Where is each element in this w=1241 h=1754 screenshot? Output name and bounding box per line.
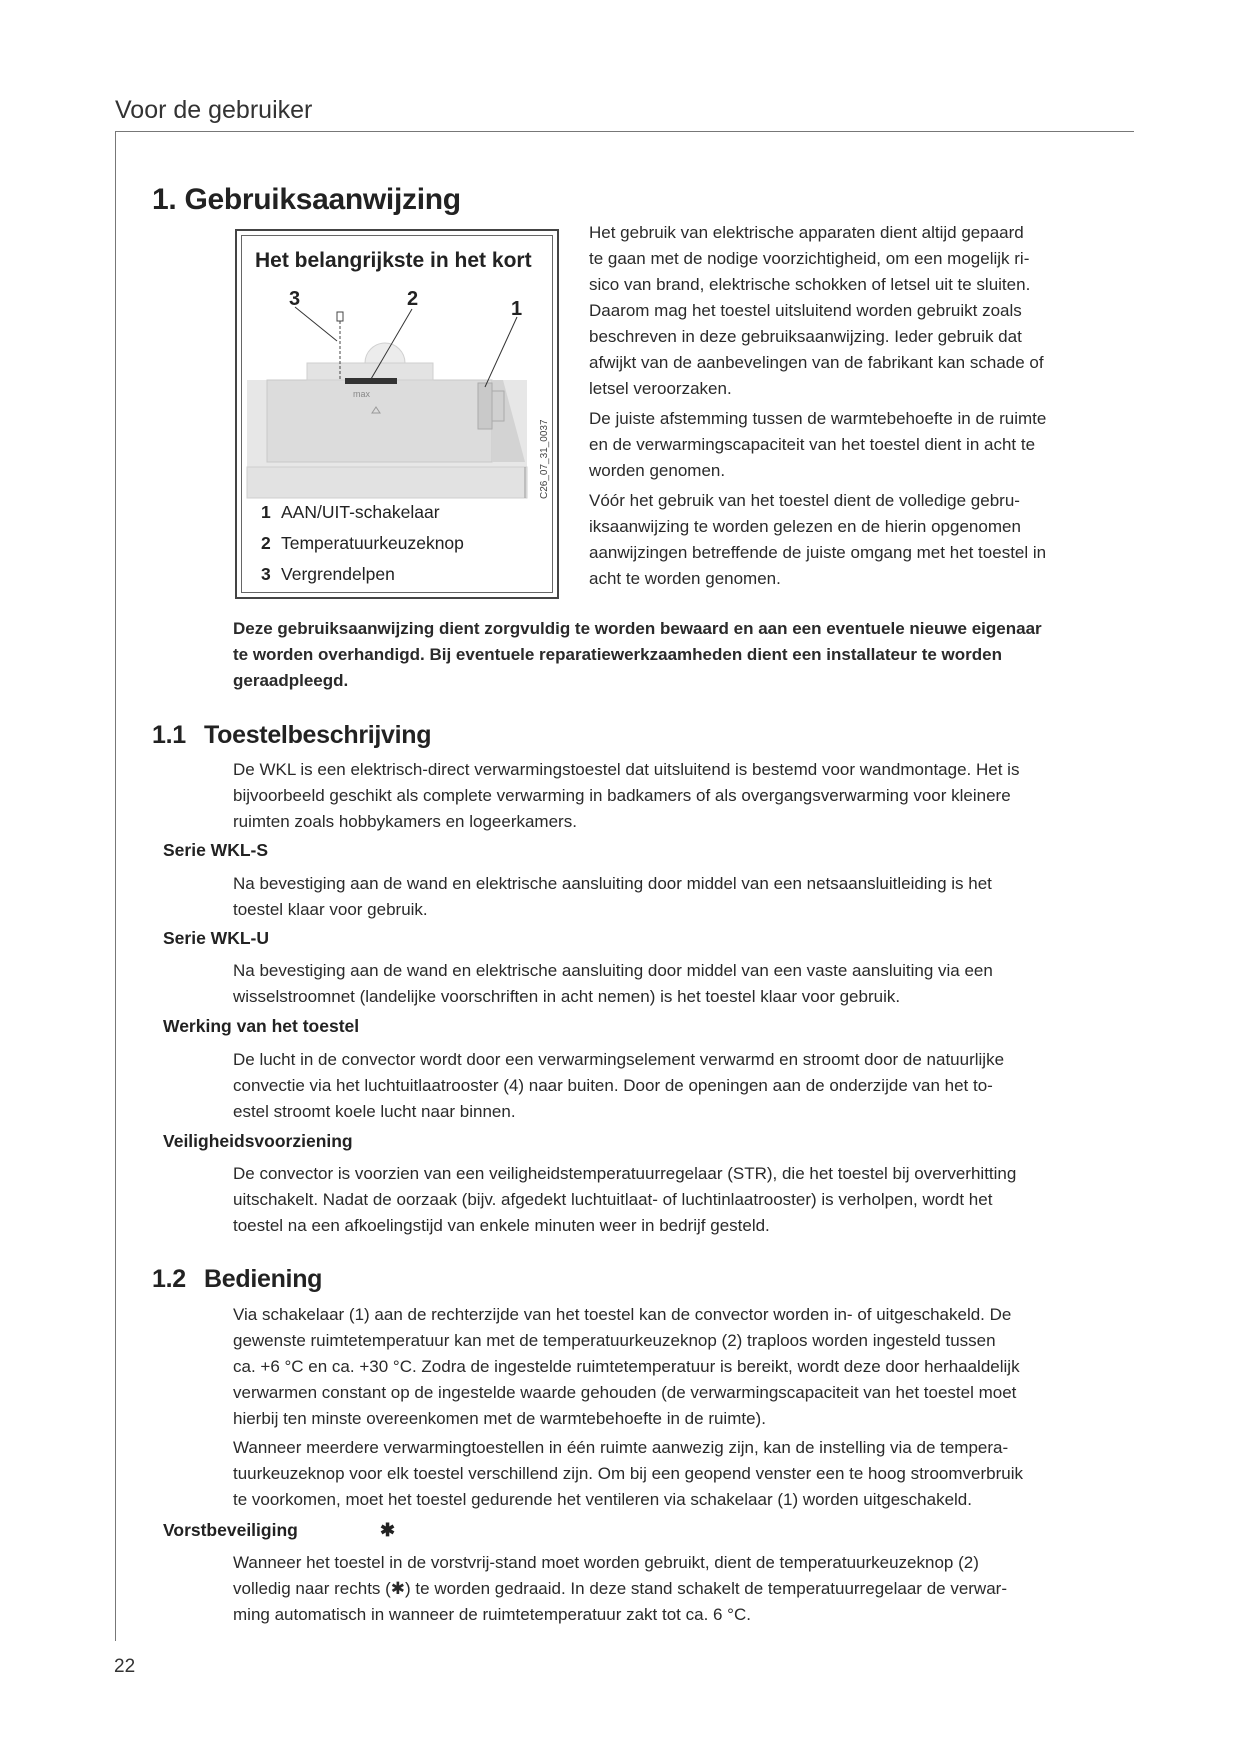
subheading-serie-wkl-u: Serie WKL-U: [163, 928, 269, 948]
legend-item: 1 AAN/UIT-schakelaar: [261, 502, 440, 522]
summary-box-title: Het belangrijkste in het kort: [255, 249, 532, 272]
subsection-text: [233, 958, 993, 1010]
text-line: De juiste afstemming tussen de warmtebehoefte in de ruimte: [589, 409, 1047, 428]
text-line: te voorkomen, moet het toestel gedurende het ventileren via schakelaar (1) worden uitgeschakeld.: [233, 1490, 972, 1509]
text-line: te worden overhandigd. Bij eventuele reparatiewerkzaamheden dient een installateur te worden: [233, 645, 1002, 664]
text-line: ruimten zoals hobbykamers en logeerkamers.: [233, 812, 577, 831]
text-line: worden genomen.: [589, 461, 726, 480]
top-cover: [307, 363, 433, 380]
text-line: toestel klaar voor gebruik.: [233, 900, 428, 919]
subheading-veiligheid: Veiligheidsvoorziening: [163, 1131, 353, 1151]
subheading-vorstbeveiliging: Vorstbeveiliging: [163, 1520, 298, 1540]
text-line: De lucht in de convector wordt door een verwarmingselement verwarmd en stroomt door de natuurlijke: [233, 1050, 1005, 1069]
figure-code: C26_07_31_0037: [539, 419, 550, 499]
text-line: Na bevestiging aan de wand en elektrische aansluiting door middel van een vaste aansluiting via een: [233, 961, 993, 980]
text-line: letsel veroorzaken.: [589, 379, 732, 398]
frost-symbol-icon: ✱: [380, 1520, 396, 1540]
text-line: sico van brand, elektrische schokken of letsel uit te sluiten.: [589, 275, 1031, 294]
text-line: ming automatisch in wanneer de ruimtetemperatuur zakt tot ca. 6 °C.: [233, 1605, 751, 1624]
intro-paragraph: [589, 488, 1046, 592]
text-line: geraadpleegd.: [233, 671, 349, 690]
text-line: tuurkeuzeknop voor elk toestel verschillend zijn. Om bij een geopend venster een te hoog stroomverbruik: [233, 1464, 1023, 1483]
text-line: bijvoorbeeld geschikt als complete verwarming in badkamers of als overgangsverwarming voor kleinere: [233, 786, 1011, 805]
frost-paragraph: [233, 1550, 1007, 1628]
header-rule: [115, 131, 1134, 132]
section-heading-1-2: 1.2 Bediening: [152, 1265, 323, 1293]
text-line: Het gebruik van elektrische apparaten dient altijd gepaard: [589, 223, 1024, 242]
text-line: afwijkt van de aanbevelingen van de fabrikant kan schade of: [589, 353, 1044, 372]
intro-paragraph: [589, 406, 1046, 484]
text-line: beschreven in deze gebruiksaanwijzing. Ieder gebruik dat: [589, 327, 1022, 346]
callout-3: 3: [289, 288, 301, 310]
text-line: De WKL is een elektrisch-direct verwarmingstoestel dat uitsluitend is bestemd voor wandmontage. Het is: [233, 760, 1020, 779]
text-line: ca. +6 °C en ca. +30 °C. Zodra de ingestelde ruimtetemperatuur is bereikt, wordt deze door herhaaldelijk: [233, 1357, 1020, 1376]
section-title: 1. Gebruiksaanwijzing: [152, 183, 461, 216]
text-line: gewenste ruimtetemperatuur kan met de temperatuurkeuzeknop (2) traploos worden ingesteld tussen: [233, 1331, 996, 1350]
margin-rule: [115, 131, 116, 1641]
running-header: Voor de gebruiker: [115, 96, 313, 124]
locking-pin-icon: [337, 312, 343, 321]
text-line: estel stroomt koele lucht naar binnen.: [233, 1102, 516, 1121]
device-base: [247, 467, 527, 498]
intro-paragraph: [589, 220, 1044, 402]
device-body: [267, 380, 492, 462]
page-number: 22: [114, 1656, 136, 1677]
subheading-werking: Werking van het toestel: [163, 1016, 360, 1036]
text-line: verwarmen constant op de ingestelde waarde gehouden (de verwarmingscapaciteit van het toestel moet: [233, 1383, 1017, 1402]
dial-label: max: [353, 389, 371, 399]
text-line: convectie via het luchtuitlaatrooster (4) naar buiten. Door de openingen aan de onderzijde van het to-: [233, 1076, 993, 1095]
text-line: Wanneer meerdere verwarmingtoestellen in één ruimte aanwezig zijn, kan de instelling via de tempera-: [233, 1438, 1009, 1457]
text-line: iksaanwijzing te worden gelezen en de hierin opgenomen: [589, 517, 1021, 536]
power-switch-icon: [478, 383, 492, 429]
text-line: Deze gebruiksaanwijzing dient zorgvuldig te worden bewaard en aan een eventuele nieuwe eigenaar: [233, 619, 1042, 638]
text-line: aanwijzingen betreffende de juiste omgang met het toestel in: [589, 543, 1047, 562]
text-line: Wanneer het toestel in de vorstvrij-stand moet worden gebruikt, dient de temperatuurkeuzeknop (2): [233, 1553, 979, 1572]
callout-2: 2: [407, 288, 419, 310]
text-line: Na bevestiging aan de wand en elektrische aansluiting door middel van een netsaansluitleiding is het: [233, 874, 992, 893]
operation-paragraph: [233, 1435, 1023, 1513]
legend-item: 3 Vergrendelpen: [261, 564, 395, 584]
callout-1: 1: [511, 298, 523, 320]
operation-paragraph: [233, 1302, 1020, 1432]
text-line: te gaan met de nodige voorzichtigheid, om een mogelijk ri-: [589, 249, 1030, 268]
subsection-text: [233, 1047, 1004, 1125]
text-line: toestel na een afkoelingstijd van enkele minuten weer in bedrijf gesteld.: [233, 1216, 770, 1235]
text-line: Via schakelaar (1) aan de rechterzijde van het toestel kan de convector worden in- of uitgeschakeld. De: [233, 1305, 1012, 1324]
text-line: wisselstroomnet (landelijke voorschriften in acht nemen) is het toestel klaar voor gebruik.: [233, 987, 901, 1006]
text-line: Vóór het gebruik van het toestel dient de volledige gebru-: [589, 491, 1020, 510]
text-line: Daarom mag het toestel uitsluitend worden gebruikt zoals: [589, 301, 1022, 320]
text-line: en de verwarmingscapaciteit van het toestel dient in acht te: [589, 435, 1036, 454]
text-line: volledig naar rechts (✱) te worden gedraaid. In deze stand schakelt de temperatuurregelaar de verwar-: [233, 1579, 1007, 1598]
device-description: [233, 757, 1019, 835]
subsection-text: [233, 1161, 1016, 1239]
section-heading-1-1: 1.1 Toestelbeschrijving: [152, 721, 432, 749]
text-line: De convector is voorzien van een veiligheidstemperatuurregelaar (STR), die het toestel bij oververhitting: [233, 1164, 1017, 1183]
subsection-text: [233, 871, 992, 923]
legend-item: 2 Temperatuurkeuzeknop: [261, 533, 464, 553]
storage-notice: [233, 616, 1042, 694]
text-line: acht te worden genomen.: [589, 569, 781, 588]
text-line: hierbij ten minste overeenkomen met de warmtebehoefte in de ruimte).: [233, 1409, 766, 1428]
text-line: uitschakelt. Nadat de oorzaak (bijv. afgedekt luchtuitlaat- of luchtinlaatrooster) is verholpen, wordt het: [233, 1190, 993, 1209]
subheading-serie-wkl-s: Serie WKL-S: [163, 840, 269, 860]
